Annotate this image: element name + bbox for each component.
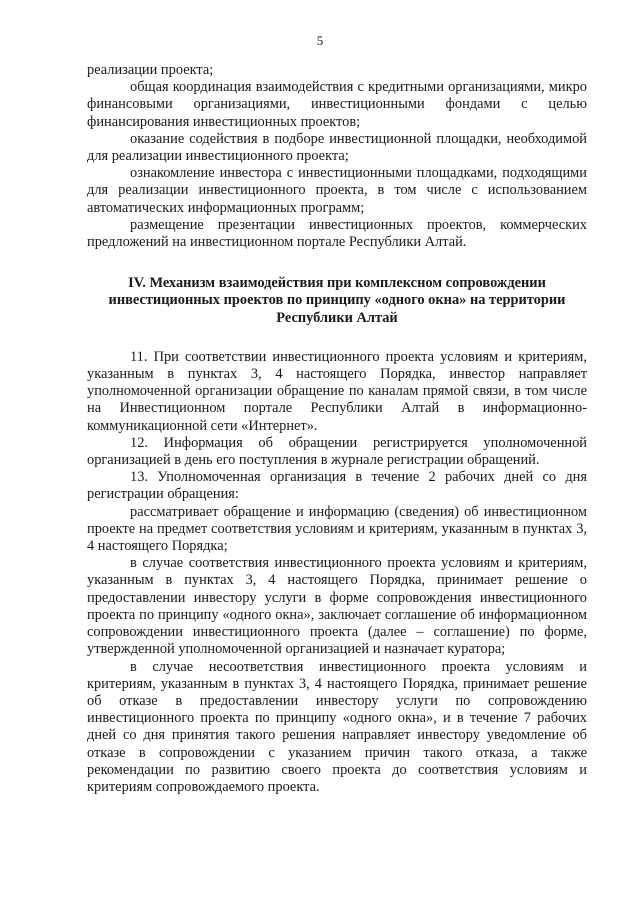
top-paragraphs [87, 62, 587, 251]
paragraph: реализации проекта; [87, 62, 214, 78]
paragraph: размещение презентации инвестиционных проектов, коммерческих предложений на инвестиционном портале Республики Алтай. [87, 216, 587, 251]
paragraph: 13. Уполномоченная организация в течение 2 рабочих дней со дня регистрации обращения: [87, 469, 587, 503]
bottom-paragraphs [87, 349, 587, 796]
paragraph: в случае несоответствия инвестиционного проекта условиям и критериям, указанным в пунктах 3, 4 настоящего Порядка, принимает решение об отказе в предоставлении инвестору услуги по сопровождению инвестиционного проекта по принципу «одного окна», и в течение 7 рабочих дней со дня принятия такого решения направляет инвестору уведомление об отказе в сопровождении с указанием причин такого отказа, а также рекомендации по развитию своего проекта до соответствия условиям и критериям сопровождаемого проекта. [87, 658, 587, 795]
paragraph: рассматривает обращение и информацию (сведения) об инвестиционном проекте на предмет соответствия условиям и критериям, указанным в пунктах 3, 4 настоящего Порядка; [87, 503, 587, 555]
paragraph: 12. Информация об обращении регистрируется уполномоченной организацией в день его поступления в журнале регистрации обращений. [87, 434, 587, 469]
paragraph: ознакомление инвестора с инвестиционными площадками, подходящими для реализации инвестиционного проекта, в том числе с использованием автоматических информационных программ; [87, 165, 587, 216]
paragraph: 11. При соответствии инвестиционного проекта условиям и критериям, указанным в пунктах 3, 4 настоящего Порядка, инвестор направляет уполномоченной организации обращение по каналам прямой связи, в том числе на Инвестиционном портале Республики Алтай в информационно-коммуникационной сети «Интернет». [87, 348, 587, 434]
paragraph: оказание содействия в подборе инвестиционной площадки, необходимой для реализации инвестиционного проекта; [87, 130, 587, 165]
paragraph: в случае соответствия инвестиционного проекта условиям и критериям, указанным в пунктах 3, 4 настоящего Порядка, принимает решение о предоставлении инвестору услуги в форме сопровождения инвестиционного проекта по принципу «одного окна», заключает соглашение об информационном сопровождении инвестиционного проекта (далее – соглашение) по форме, утвержденной уполномоченной организацией и назначает куратора; [87, 555, 587, 658]
section-heading: IV. Механизм взаимодействия при комплексном сопровождении инвестиционных проектов по принципу «одного окна» на территории Республики Алтай [108, 275, 566, 326]
paragraph: общая координация взаимодействия с кредитными организациями, микро финансовыми организациями, инвестиционными фондами с целью финансирования инвестиционных проектов; [87, 79, 587, 130]
page-number: 5 [316, 33, 324, 48]
document-body [87, 62, 587, 796]
